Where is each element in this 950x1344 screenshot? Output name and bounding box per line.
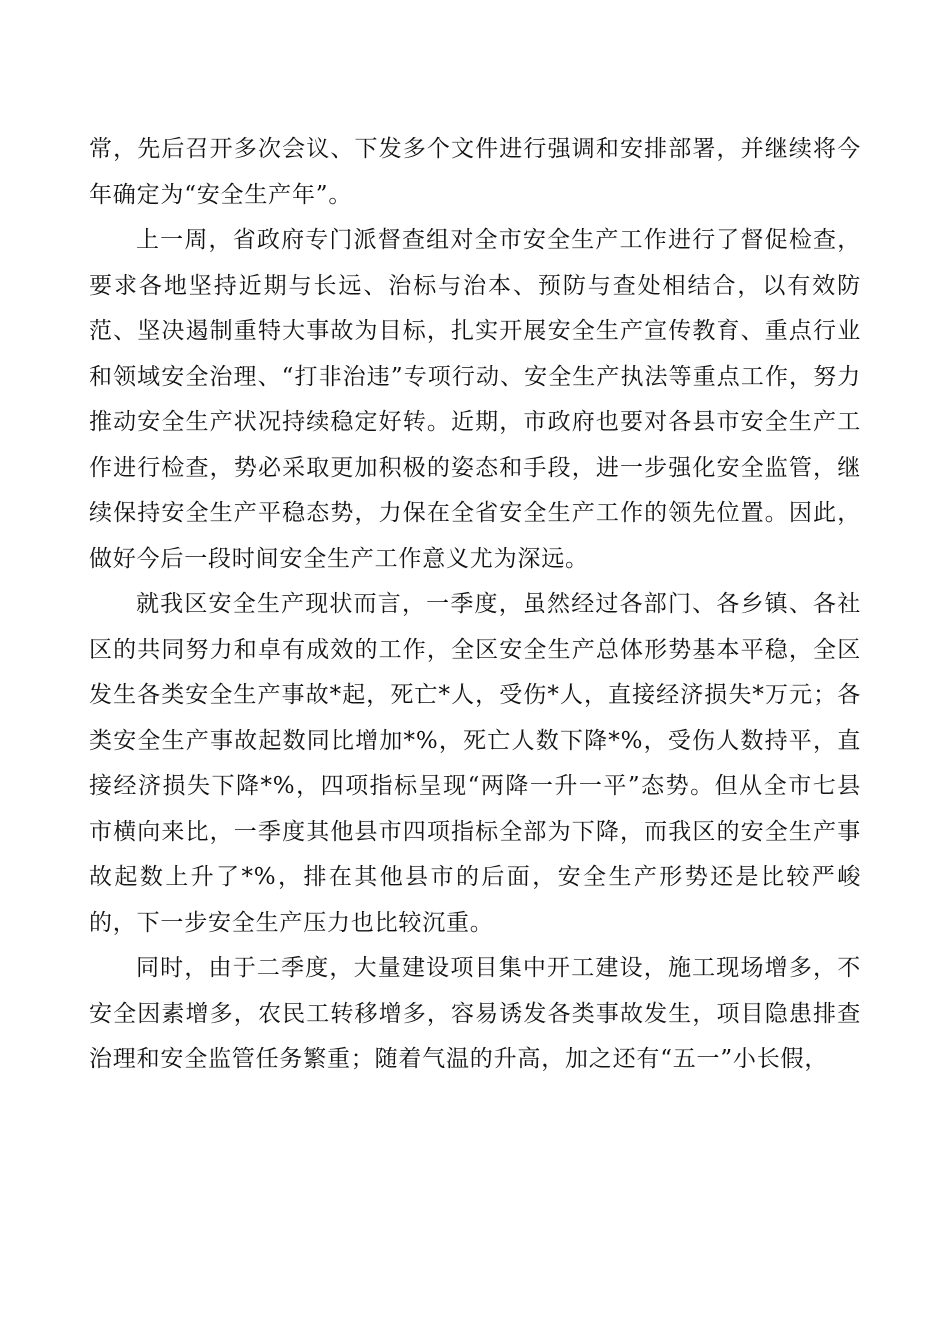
paragraph-continuation: 常，先后召开多次会议、下发多个文件进行强调和安排部署，并继续将今年确定为“安全生产年”。	[89, 136, 861, 208]
paragraph-second-quarter: 同时，由于二季度，大量建设项目集中开工建设，施工现场增多，不安全因素增多，农民工转移增多，容易诱发各类事故发生，项目隐患排查治理和安全监管任务繁重；随着气温的升高，加之还有“五一”小长假，	[89, 955, 861, 1072]
document-body	[89, 127, 861, 1083]
paragraph-district-status: 就我区安全生产现状而言，一季度，虽然经过各部门、各乡镇、各社区的共同努力和卓有成效的工作，全区安全生产总体形势基本平稳，全区发生各类安全生产事故*起，死亡*人，受伤*人，直接经济损失*万元；各类安全生产事故起数同比增加*%，死亡人数下降*%，受伤人数持平，直接经济损失下降*%，四项指标呈现“两降一升一平”态势。但从全市七县市横向来比，一季度其他县市四项指标全部为下降，而我区的安全生产事故起数上升了*%，排在其他县市的后面，安全生产形势还是比较严峻的，下一步安全生产压力也比较沉重。	[89, 591, 861, 936]
paragraph-provincial-inspection: 上一周，省政府专门派督查组对全市安全生产工作进行了督促检查，要求各地坚持近期与长远、治标与治本、预防与查处相结合，以有效防范、坚决遏制重特大事故为目标，扎实开展安全生产宣传教育、重点行业和领域安全治理、“打非治违”专项行动、安全生产执法等重点工作，努力推动安全生产状况持续稳定好转。近期，市政府也要对各县市安全生产工作进行检查，势必采取更加积极的姿态和手段，进一步强化安全监管，继续保持安全生产平稳态势，力保在全省安全生产工作的领先位置。因此，做好今后一段时间安全生产工作意义尤为深远。	[89, 227, 861, 572]
